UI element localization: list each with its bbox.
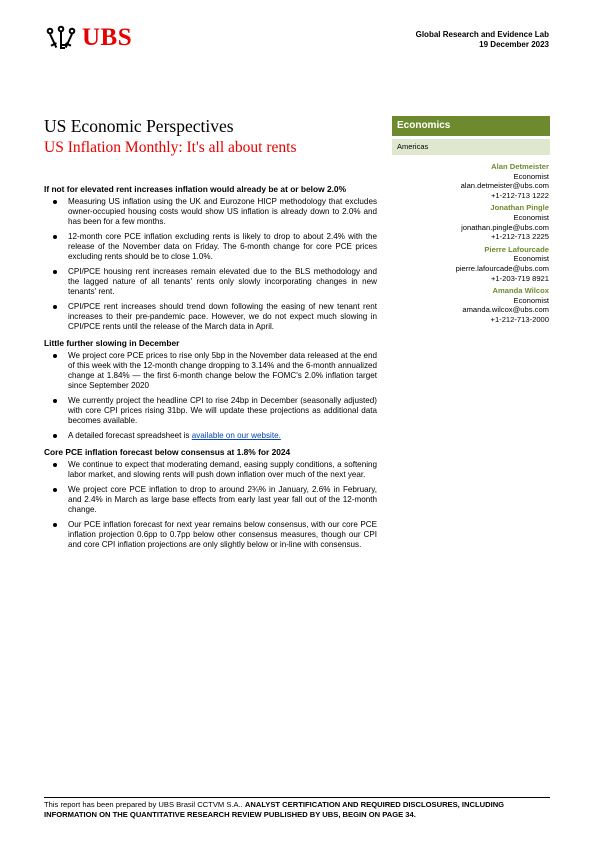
bullet-icon [53, 354, 57, 358]
bullet-icon [53, 235, 57, 239]
author-email[interactable]: jonathan.pingle@ubs.com [461, 222, 549, 232]
list-item [44, 520, 377, 550]
list-item [44, 396, 377, 426]
footer-divider [44, 797, 550, 798]
bullet-text: A detailed forecast spreadsheet is [68, 431, 192, 440]
author-phone: +1-212-713 2225 [490, 232, 549, 242]
author-email[interactable]: pierre.lafourcade@ubs.com [455, 263, 549, 273]
footer-plain-text: This report has been prepared by UBS Brasil CCTVM S.A.. [44, 800, 245, 809]
author-name: Pierre Lafourcade [484, 244, 549, 254]
bullet-text: We currently project the headline CPI to rise 24bp in December (seasonally adjusted) with core CPI prices rising 31bp. We will update these projections as additional data becomes available. [68, 396, 377, 425]
bullet-list [44, 460, 377, 550]
bullet-icon [53, 399, 57, 403]
author-phone: +1-212-713 1222 [490, 190, 549, 200]
list-item [44, 302, 377, 332]
section-heading: If not for elevated rent increases inflation would already be at or below 2.0% [44, 184, 347, 194]
category-banner: Economics [392, 116, 550, 136]
author-role: Economist [513, 212, 549, 222]
author-card [456, 245, 549, 283]
bullet-icon [53, 434, 57, 438]
author-phone: +1-212-713-2000 [490, 314, 549, 324]
bullet-text: CPI/PCE rent increases should trend down following the easing of new tenant rent increases to their pre-pandemic pace. However, we do not expect much slowing in CPI/PCE rents until the release of the March data in April. [68, 302, 377, 331]
author-role: Economist [513, 295, 549, 305]
section-heading: Little further slowing in December [44, 338, 180, 348]
forecast-spreadsheet-link[interactable]: available on our website. [191, 431, 281, 440]
page-subtitle: US Inflation Monthly: It's all about rents [44, 139, 297, 156]
list-item [44, 197, 377, 227]
bullet-text: Our PCE inflation forecast for next year remains below consensus, with our core PCE inflation projection 0.6pp to 0.7pp below other consensus measures, though our CPI and core CPI inflation projections are only slightly below or in-line with consensus. [68, 520, 377, 549]
bullet-text: We project core PCE inflation to drop to around 2¾% in January, 2.6% in February, and 2.4% in March as large base effects from early last year fall out of the 12-month change. [68, 485, 377, 514]
bullet-list [44, 197, 377, 332]
report-date: 19 December 2023 [479, 40, 549, 49]
bullet-text: Measuring US inflation using the UK and Eurozone HICP methodology that excludes owner-occupied housing costs would show US inflation is already down to 2.0% and has been for a few months. [68, 197, 377, 226]
author-name: Alan Detmeister [491, 162, 549, 171]
author-card [456, 162, 549, 200]
bullet-text: 12-month core PCE inflation excluding rents is likely to drop to about 2.4% with the release of the November data on Friday. The 6-month change for core PCE prices excluding rents should be to close 1.0%. [68, 232, 377, 261]
list-item [44, 460, 377, 480]
bullet-icon [53, 200, 57, 204]
bullet-text: We project core PCE prices to rise only 5bp in the November data released at the end of this week with the 12-month change dropping to 3.14% and the 6-month annualized change at 1.84% — the first 6-month change below the FOMC's 2.0% inflation target since September 2020 [68, 351, 377, 390]
brand-wordmark: UBS [82, 24, 133, 51]
ubs-logo [44, 24, 132, 52]
bullet-icon [53, 523, 57, 527]
footer-disclaimer [44, 800, 550, 819]
author-phone: +1-203-719 8921 [490, 273, 549, 283]
author-card [456, 286, 549, 324]
list-item [44, 232, 377, 262]
bullet-text: We continue to expect that moderating demand, easing supply conditions, a softening labor market, and slowing rents will push down inflation over much of the next year. [68, 460, 377, 479]
list-item [44, 485, 377, 515]
author-list [456, 162, 549, 328]
list-item [44, 267, 377, 297]
bullet-icon [53, 488, 57, 492]
bullet-icon [53, 305, 57, 309]
bullet-text: CPI/PCE housing rent increases remain elevated due to the BLS methodology and the lagged nature of all tenants' rents only slowly incorporating changes in new tenants' rent. [68, 267, 377, 296]
bullet-icon [53, 463, 57, 467]
keys-icon [44, 25, 78, 51]
bullet-icon [53, 270, 57, 274]
author-card [456, 203, 549, 241]
region-banner: Americas [392, 139, 550, 155]
author-email[interactable]: alan.detmeister@ubs.com [460, 181, 549, 191]
lab-name: Global Research and Evidence Lab [415, 30, 549, 39]
author-role: Economist [513, 171, 549, 181]
list-item [44, 431, 377, 441]
header-meta [416, 30, 549, 50]
author-name: Jonathan Pingle [490, 203, 549, 213]
main-content [44, 184, 377, 556]
author-name: Amanda Wilcox [492, 286, 549, 296]
page-title: US Economic Perspectives [44, 116, 234, 136]
list-item [44, 351, 377, 391]
author-email[interactable]: amanda.wilcox@ubs.com [462, 305, 549, 315]
footer-bold-text: ANALYST CERTIFICATION AND REQUIRED DISCLOSURES, INCLUDING INFORMATION ON THE QUANTITATIVE RESEARCH REVIEW PUBLISHED BY UBS, BEGIN ON PAGE 34. [44, 800, 505, 819]
section-heading: Core PCE inflation forecast below consensus at 1.8% for 2024 [44, 447, 291, 457]
author-role: Economist [513, 254, 549, 264]
bullet-list [44, 351, 377, 441]
